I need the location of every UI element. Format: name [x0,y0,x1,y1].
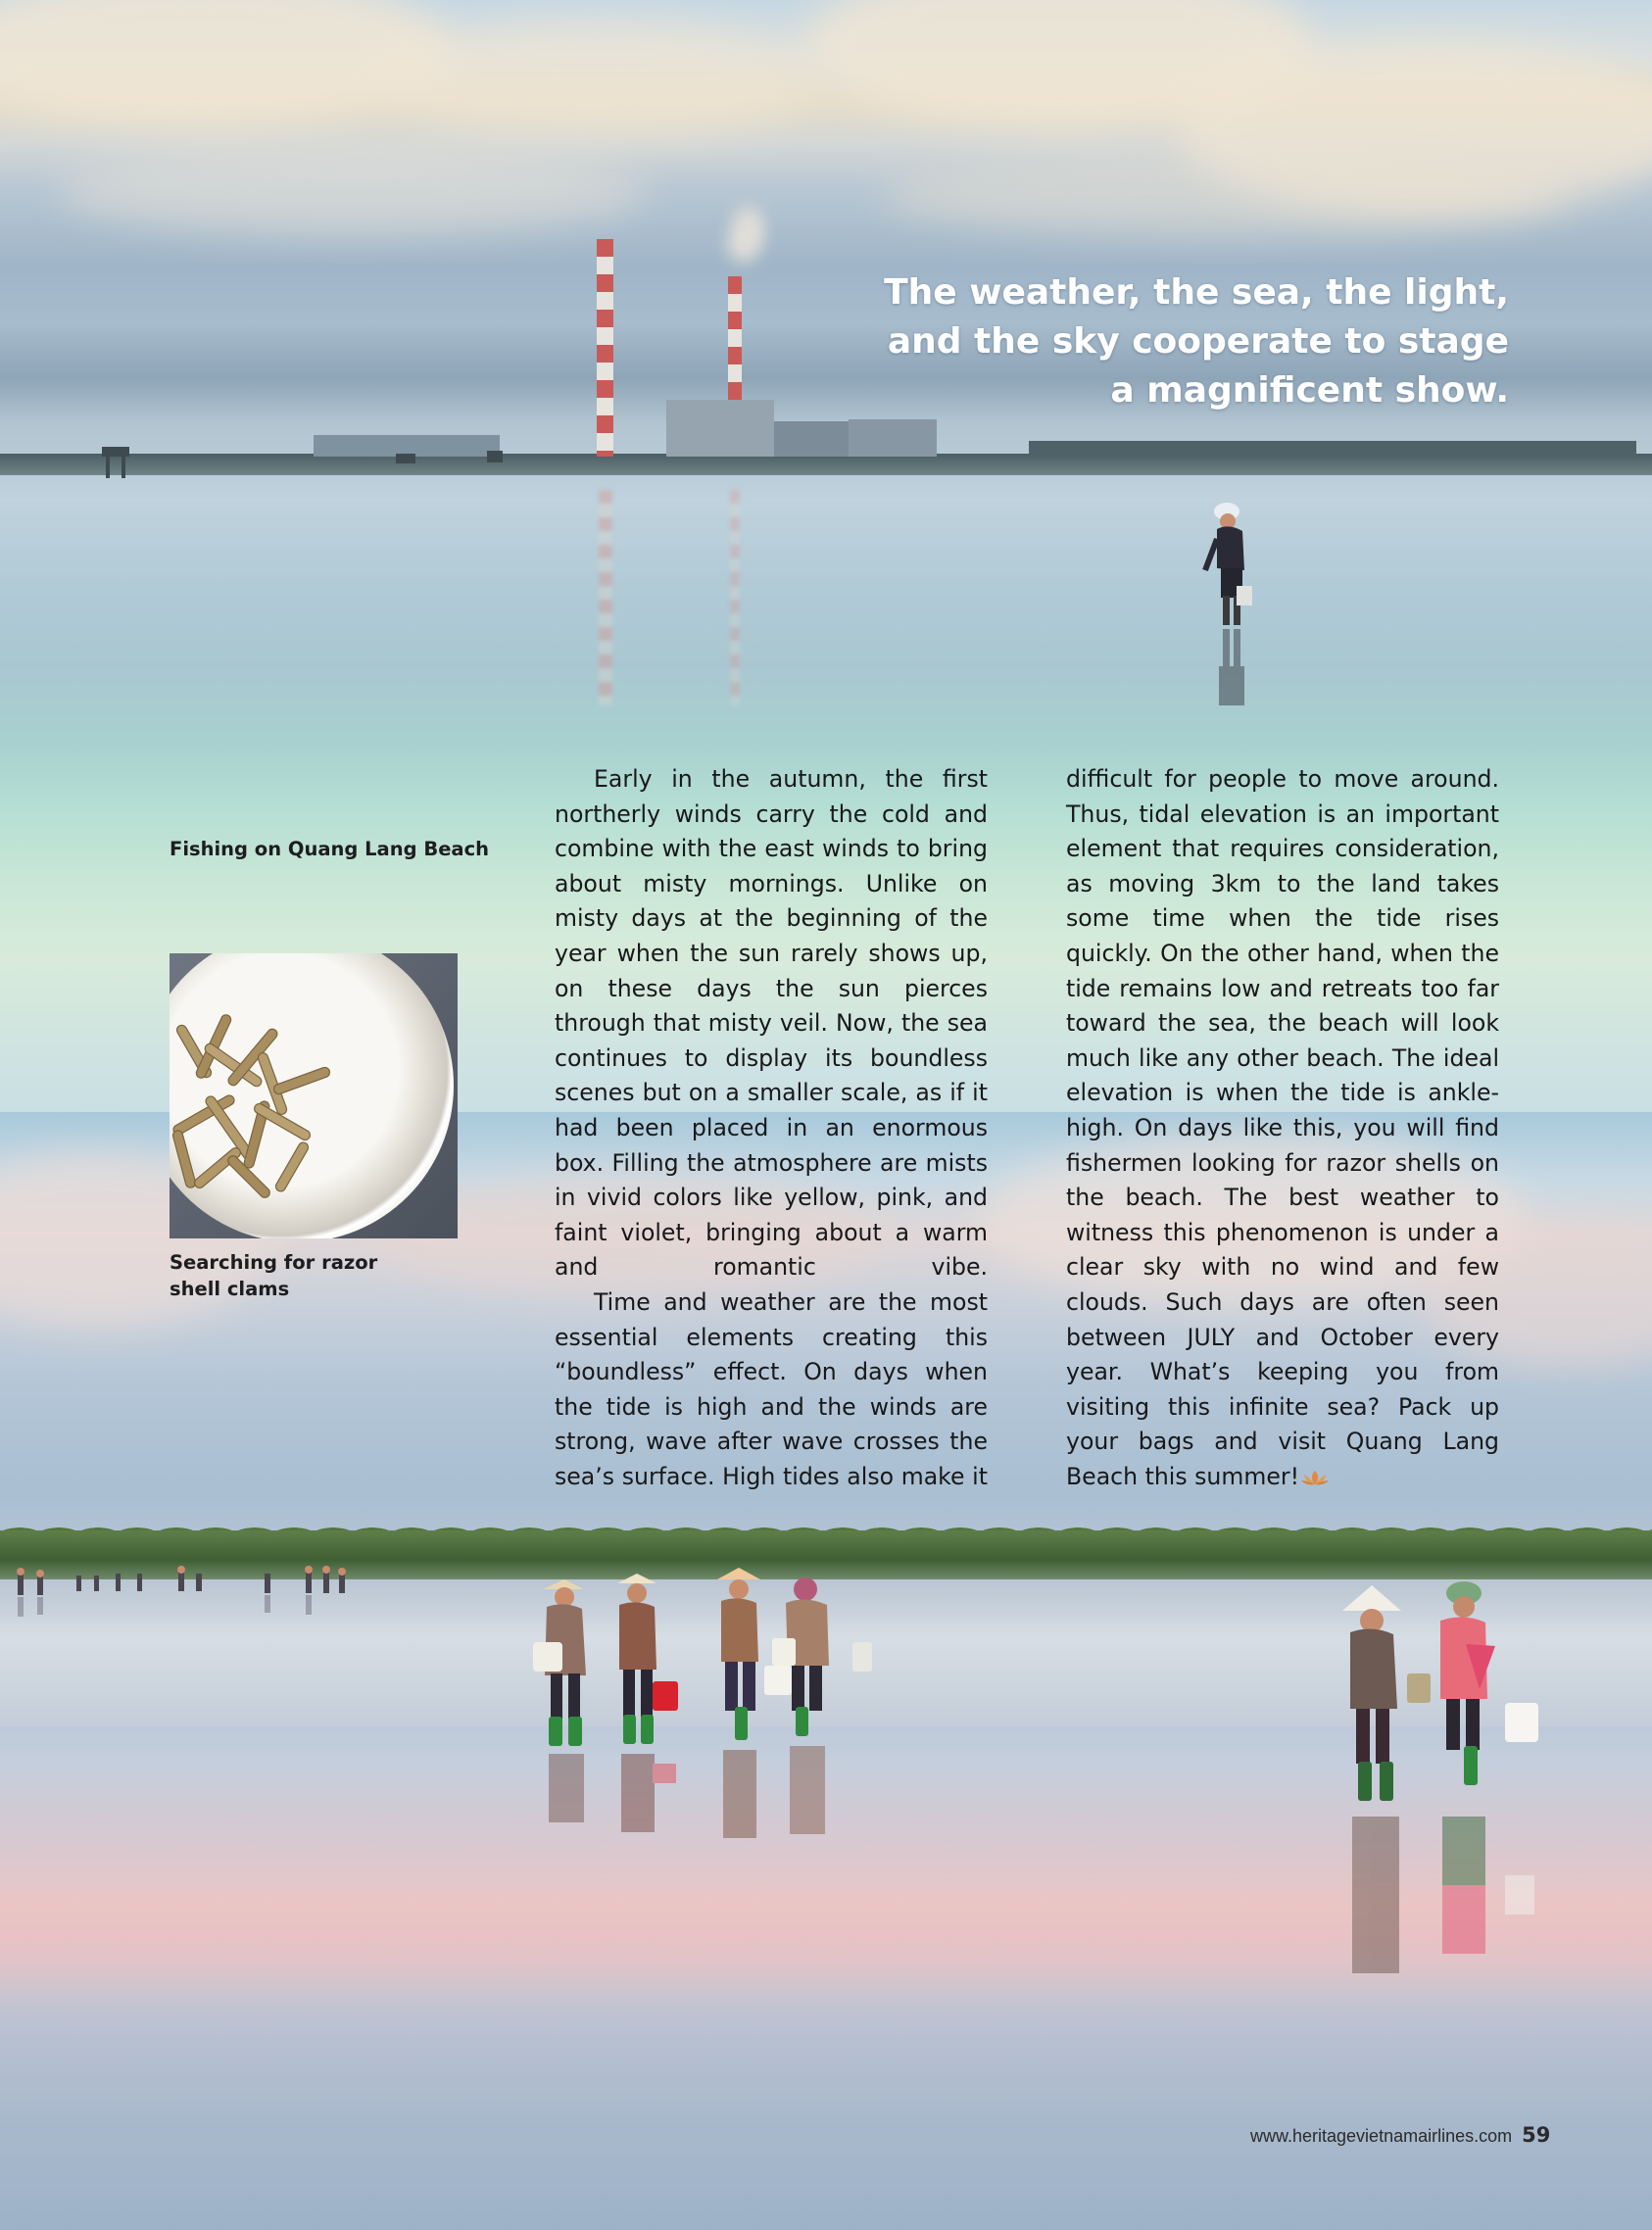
lotus-icon [1301,1469,1329,1486]
page-footer [1250,2120,1550,2151]
clam-digger-group-right [1333,1581,1568,2052]
article-paragraph-2: Time and weather are the most essential elements creating this “boundless” effect. On days when the tide is high and the winds are strong, wave after wave crosses the sea’s surface. High tides also make it [555,1287,988,1490]
clam-digger-group-left [529,1568,901,1920]
pull-quote-headline [862,268,1509,415]
caption-searching [170,1249,377,1302]
article-column-1 [555,762,988,1494]
article-paragraph-3 [1066,762,1499,1494]
caption-searching-line-1: Searching for razor [170,1251,378,1274]
fisher-figure [1201,500,1270,735]
article-paragraph-3-text: difficult for people to move around. Thus, tidal elevation is an important element that requires consideration, as moving 3km to the land takes some time when the tide rises quickly. On the other hand, when the tide remains low and retreats too far toward the sea, the beach will look much like any other beach. The ideal elevation is when the tide is ankle-high. On days like this, you will find fishermen looking for razor shells on the beach. The best weather to witness this phenomenon is under a clear sky with no wind and few clouds. Such days are often seen between JULY and October every year. What’s keeping you from visiting this infinite sea? Pack up your bags and visit Quang Lang Beach this summer! [1066,765,1499,1490]
headline-line-1: The weather, the sea, the light, [884,272,1509,313]
headline-line-2: and the sky cooperate to stage [887,321,1509,362]
article-column-2 [1066,762,1499,1494]
caption-searching-line-2: shell clams [170,1278,290,1300]
footer-website-link[interactable]: www.heritagevietnamairlines.com [1250,2126,1513,2146]
article-paragraph-1: Early in the autumn, the first northerly winds carry the cold and combine with the east winds to bring about misty mornings. Unlike on misty days at the beginning of the year when the sun rarely shows up, on these days the sun pierces through that misty veil. Now, the sea continues to display its boundless scenes but on a smaller scale, as if it had been placed in an enormous box. Filling the atmosphere are mists in vivid colors like yellow, pink, and faint violet, bringing about a warm and romantic vibe. [555,765,988,1282]
headline-line-3: a magnificent show. [1110,370,1509,411]
caption-fishing: Fishing on Quang Lang Beach [170,838,490,860]
page-number: 59 [1522,2123,1551,2147]
razor-clams-illustration [170,993,346,1208]
distant-walkers [0,1566,372,1624]
inset-photo-razor-clams [170,953,458,1238]
